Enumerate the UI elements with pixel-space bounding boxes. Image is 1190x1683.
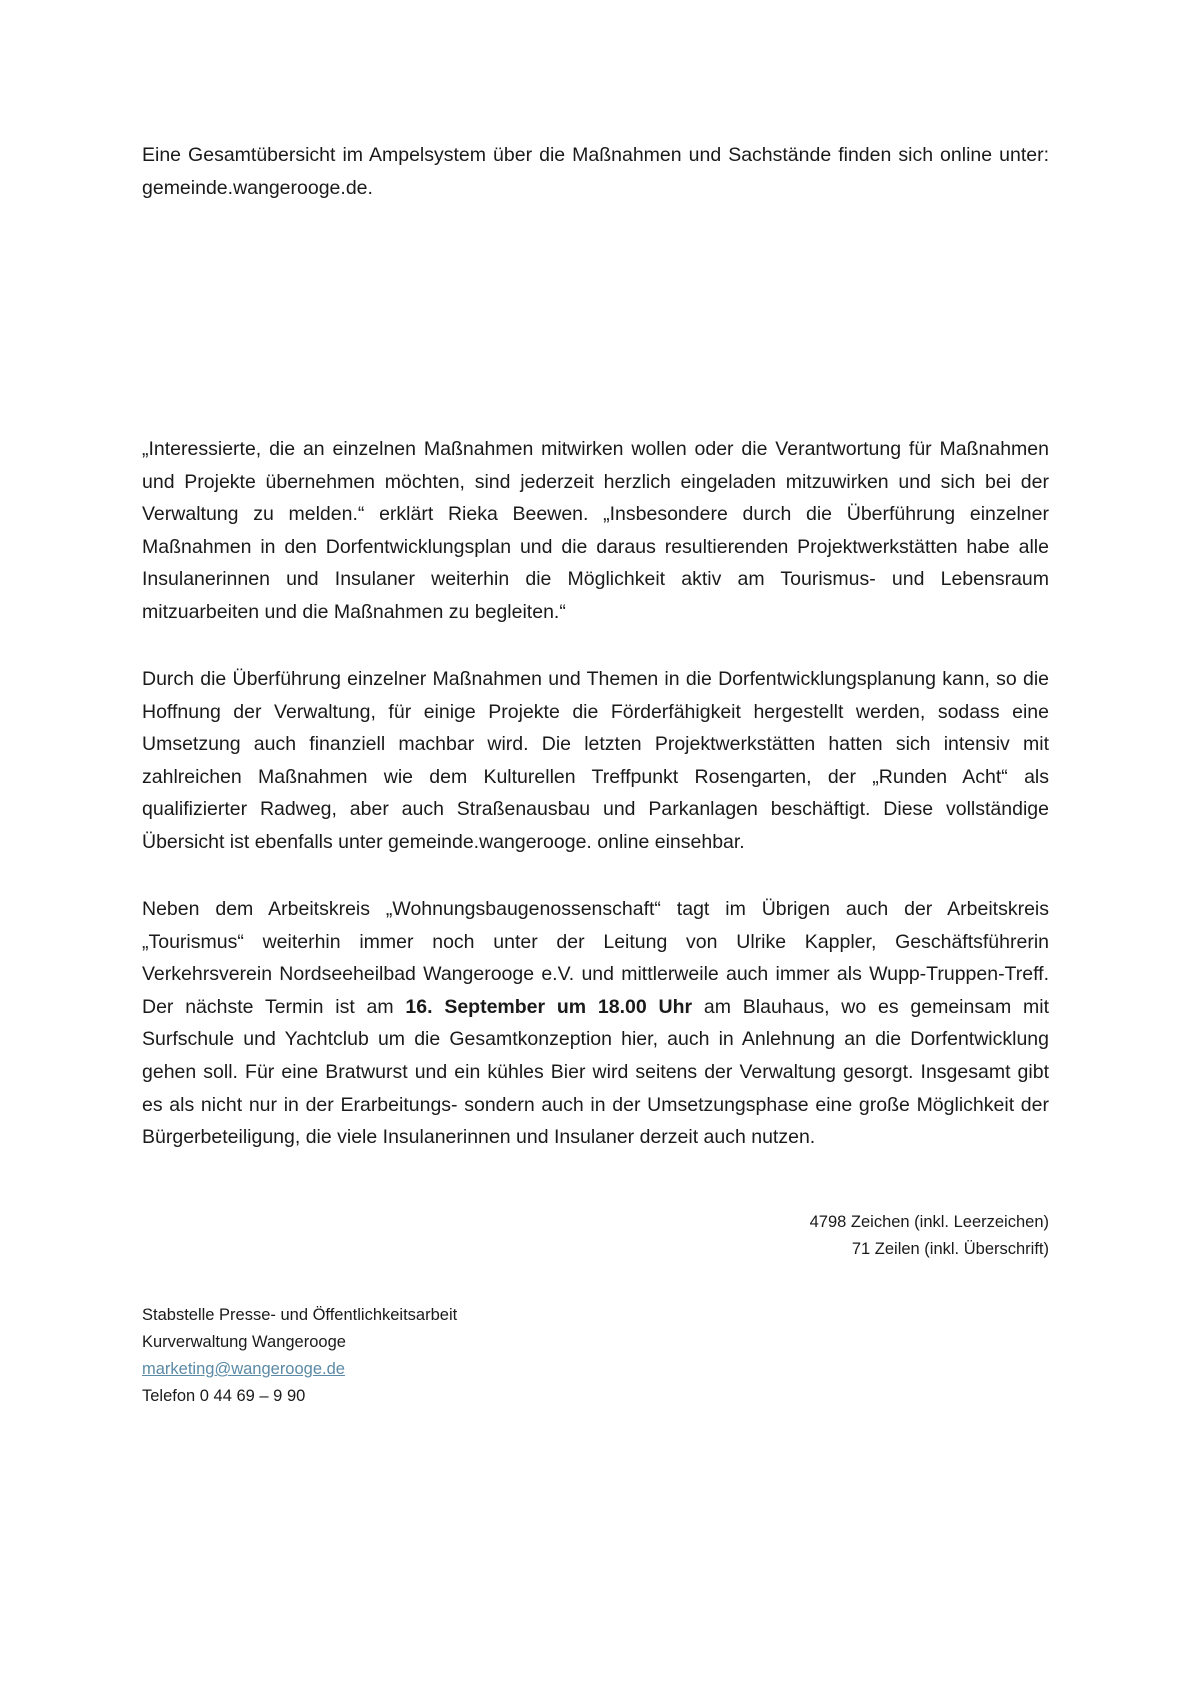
contact-email-link[interactable]: marketing@wangerooge.de (142, 1360, 345, 1378)
line-count: 71 Zeilen (inkl. Überschrift) (851, 1240, 1049, 1258)
paragraph-quote: „Interessierte, die an einzelnen Maßnahmen mitwirken wollen oder die Verantwortung für Maßnahmen und Projekte übernehmen möchten, sind jederzeit herzlich eingeladen mitzuwirken und sich bei der Verwaltung zu melden.“ erklärt Rieka Beewen. „Insbesondere durch die Überführung einzelner Maßnahmen in den Dorfentwicklungsplan und die daraus resultierenden Projektwerkstätten habe alle Insulanerinnen und Insulaner weiterhin die Möglichkeit aktiv am Tourismus- und Lebensraum mitzuarbeiten und die Maßnahmen zu begleiten.“ (142, 438, 1049, 623)
paragraph-arbeitskreis-text-2: am Blauhaus, wo es gemeinsam mit Surfschule und Yachtclub um die Gesamtkonzeption hier, auch in Anlehnung an die Dorfentwicklung gehen soll. Für eine Bratwurst und ein kühles Bier wird seitens der Verwaltung gesorgt. Insgesamt gibt es als nicht nur in der Erarbeitungs- sondern auch in der Umsetzungsphase eine große Möglichkeit der Bürgerbeteiligung, die viele Insulanerinnen und Insulaner derzeit auch nutzen. (142, 995, 1049, 1149)
contact-department: Stabstelle Presse- und Öffentlichkeitsarbeit (142, 1306, 458, 1324)
text-statistics (810, 1209, 1049, 1263)
paragraph-overview: Eine Gesamtübersicht im Ampelsystem über die Maßnahmen und Sachstände finden sich online unter: gemeinde.wangerooge.de. (142, 144, 1049, 199)
meeting-date: 16. September um 18.00 Uhr (405, 995, 693, 1018)
paragraph-arbeitskreis (142, 893, 1049, 1154)
paragraph-dorfentwicklung: Durch die Überführung einzelner Maßnahmen und Themen in die Dorfentwicklungsplanung kann, so die Hoffnung der Verwaltung, für einige Projekte die Förderfähigkeit hergestellt werden, sodass eine Umsetzung auch finanziell machbar wird. Die letzten Projektwerkstätten hatten sich intensiv mit zahlreichen Maßnahmen wie dem Kulturellen Treffpunkt Rosengarten, der „Runden Acht“ als qualifizierter Radweg, aber auch Straßenausbau und Parkanlagen beschäftigt. Diese vollständige Übersicht ist ebenfalls unter gemeinde.wangerooge. online einsehbar. (142, 668, 1049, 853)
character-count: 4798 Zeichen (inkl. Leerzeichen) (809, 1213, 1049, 1231)
contact-block (142, 1302, 457, 1410)
contact-phone: Telefon 0 44 69 – 9 90 (142, 1387, 306, 1405)
contact-organization: Kurverwaltung Wangerooge (142, 1333, 346, 1351)
paragraph-arbeitskreis-text-1: Neben dem Arbeitskreis „Wohnungsbaugenossenschaft“ tagt im Übrigen auch der Arbeitskreis „Tourismus“ weiterhin immer noch unter der Leitung von Ulrike Kappler, Geschäftsführerin Verkehrsverein Nordseeheilbad Wangerooge e.V. und mittlerweile auch immer als Wupp-Truppen-Treff. Der nächste Termin ist am (142, 898, 1049, 1018)
